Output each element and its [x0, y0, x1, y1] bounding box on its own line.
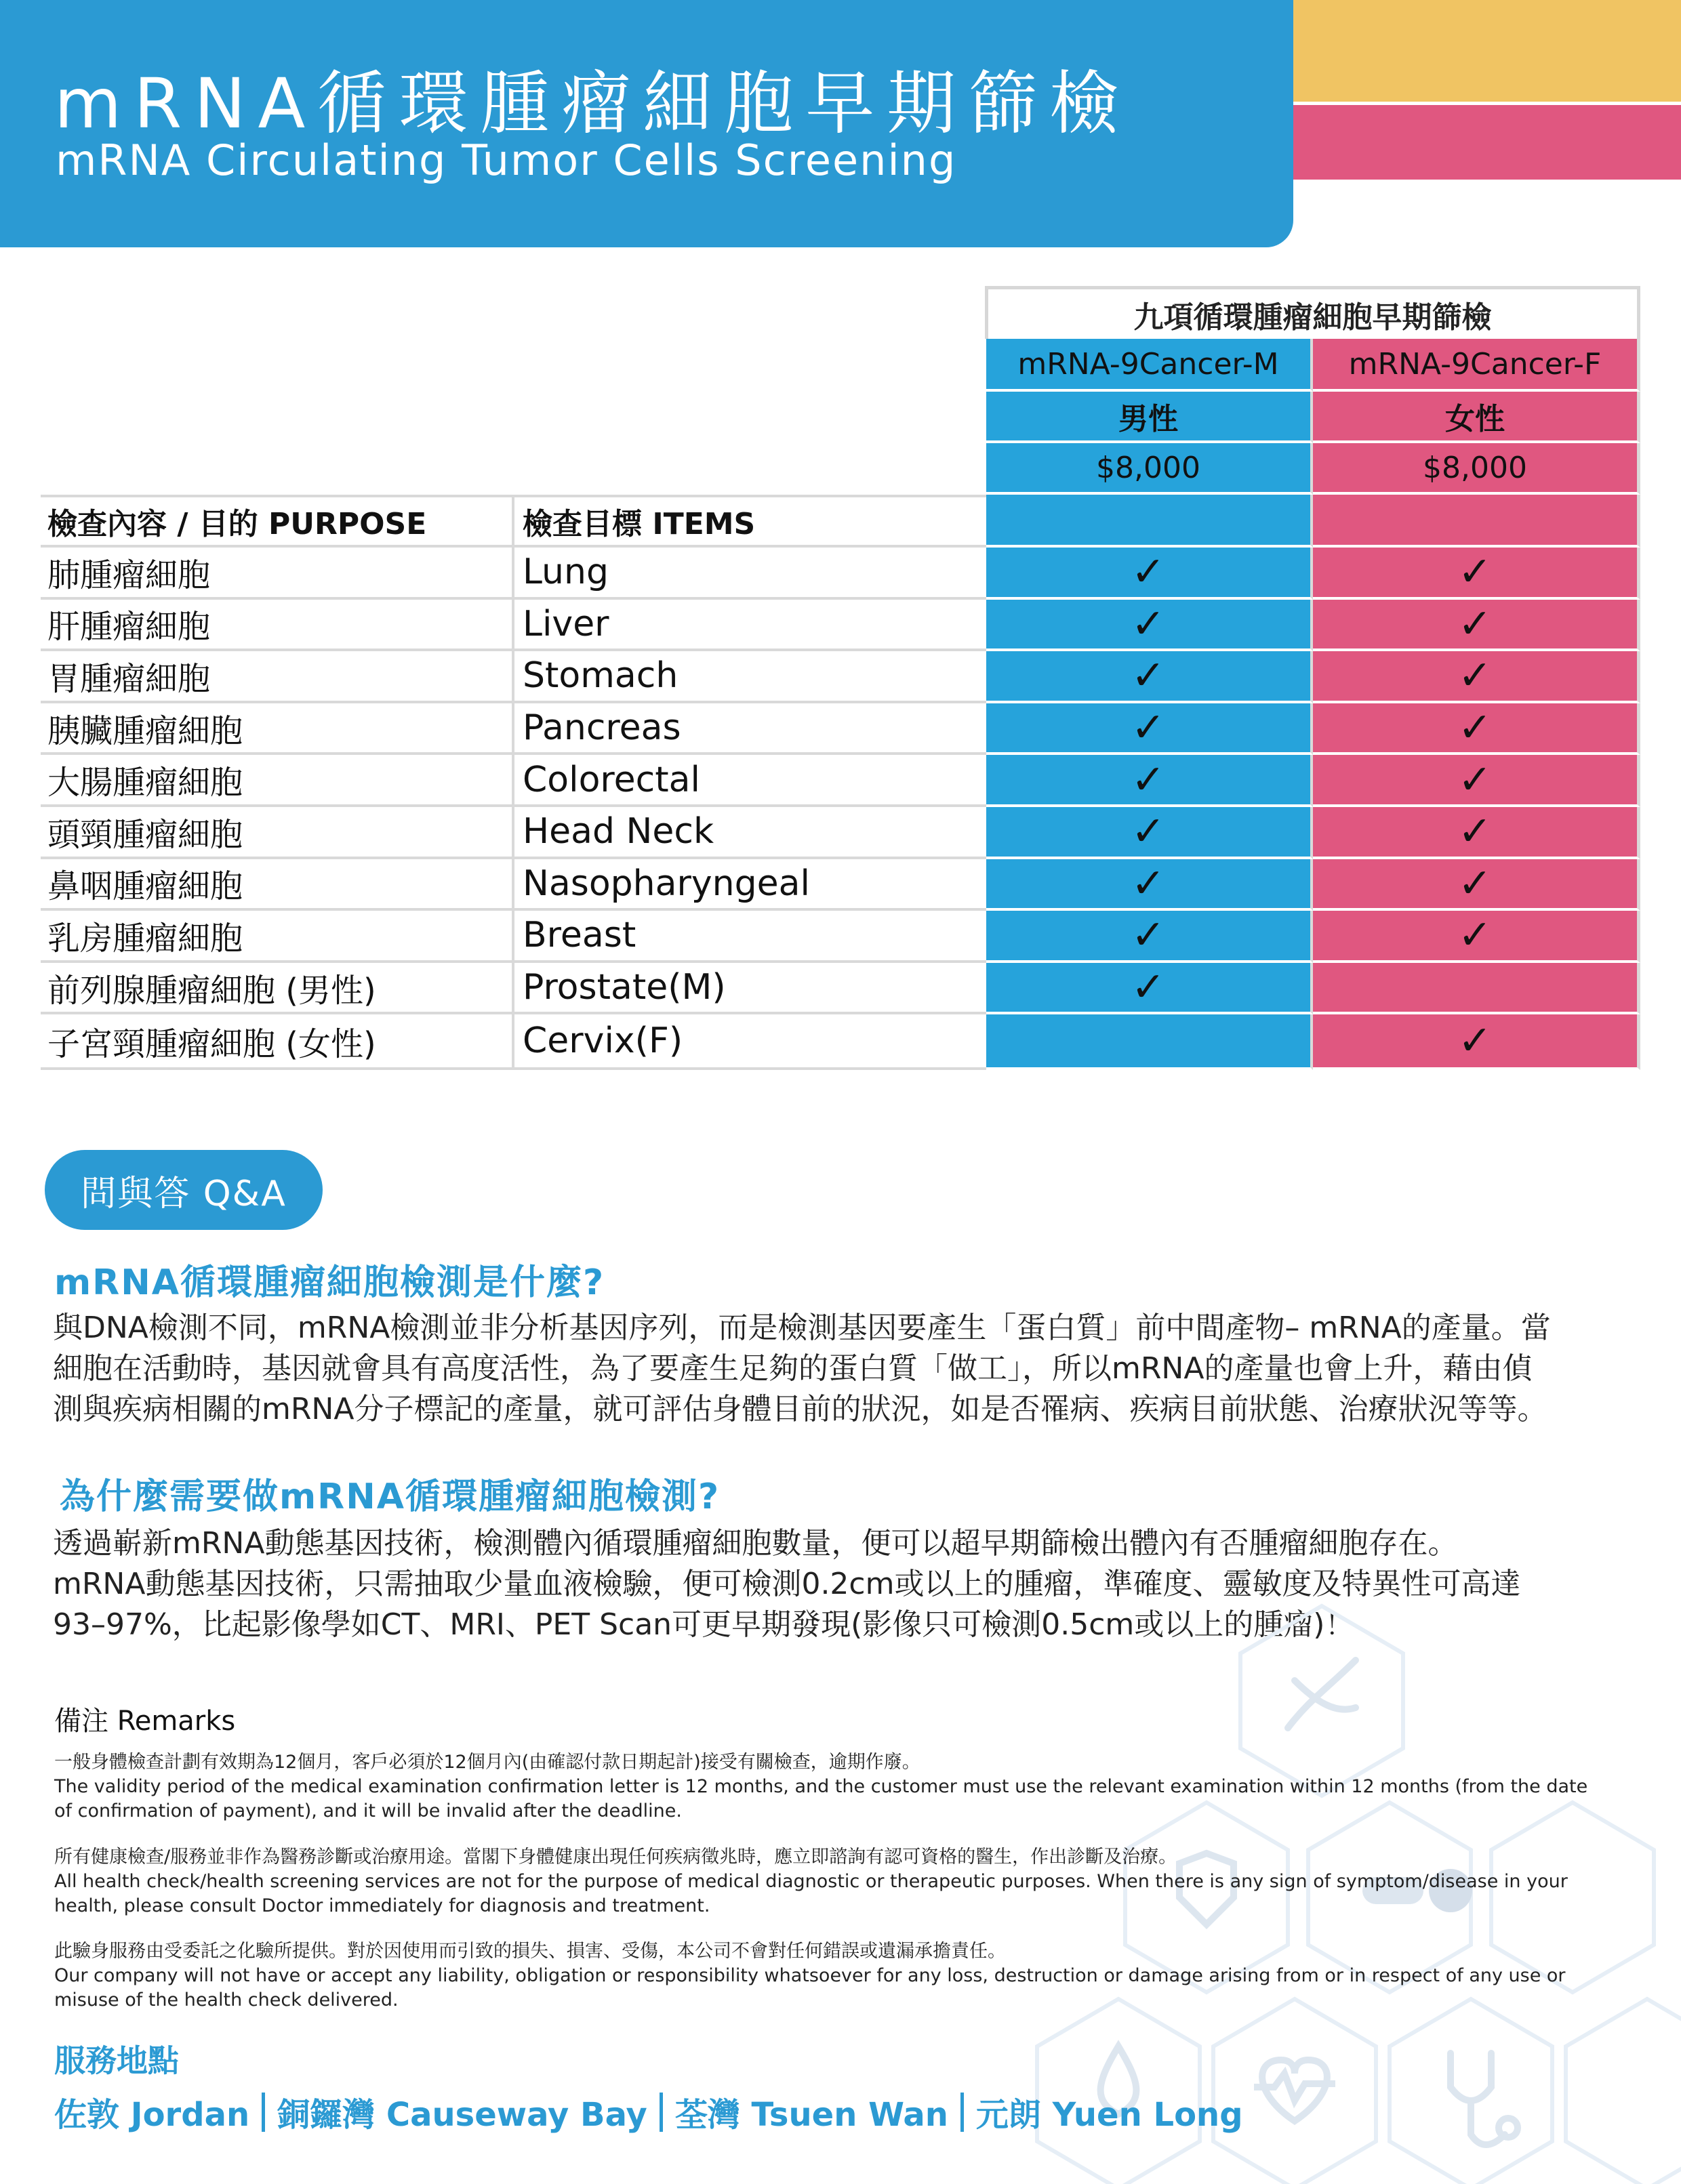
plan-gender-male: 男性 [986, 392, 1313, 443]
plan-price-female: $8,000 [1313, 443, 1640, 495]
remark-item [54, 1750, 1588, 1824]
remark-item [54, 1845, 1568, 1918]
answer-line: 細胞在活動時，基因就會具有高度活性，為了要產生足夠的蛋白質「做工」，所以mRNA的產量也會上升，藉由偵 [53, 1351, 1533, 1386]
row-item: Liver [512, 600, 986, 652]
row-purpose: 胰臟腫瘤細胞 [41, 703, 512, 756]
male-check-icon: ✓ [986, 807, 1313, 859]
decor-band-pink [1293, 105, 1681, 180]
answer-line: 測與疾病相關的mRNA分子標記的產量，就可評估身體目前的狀況，如是否罹病、疾病目前狀態、治療狀況等等。 [53, 1392, 1547, 1426]
remark-en: misuse of the health check delivered. [54, 1990, 399, 2011]
female-check-icon: ✓ [1313, 548, 1640, 600]
page-subtitle: mRNA Circulating Tumor Cells Screening [56, 136, 957, 185]
dna-icon [1288, 1660, 1356, 1728]
remark-en: of confirmation of payment), and it will be invalid after the deadline. [54, 1800, 682, 1821]
decor-band-yellow [1293, 0, 1681, 102]
col-header-items: 檢查目標 ITEMS [512, 495, 986, 548]
location-separator [960, 2093, 964, 2132]
col-header-purpose: 檢查內容 / 目的 PURPOSE [41, 495, 512, 548]
remarks-title: 備注 Remarks [54, 1706, 236, 1737]
location-yuen-long: 元朗 Yuen Long [975, 2096, 1243, 2134]
page-title: mRNA循環腫瘤細胞早期篩檢 [54, 64, 1131, 144]
row-item: Lung [512, 548, 986, 600]
male-check-icon: ✓ [986, 703, 1313, 756]
header-banner [0, 0, 1293, 247]
locations-title: 服務地點 [54, 2042, 179, 2079]
remark-zh: 此驗身服務由受委託之化驗所提供。對於因使用而引致的損失、損害、受傷，本公司不會對任何錯誤或遺漏承擔責任。 [54, 1941, 1006, 1962]
plan-code-female: mRNA-9Cancer-F [1313, 339, 1640, 392]
question-1-title: mRNA循環腫瘤細胞檢測是什麼? [54, 1262, 605, 1303]
row-purpose: 頭頸腫瘤細胞 [41, 807, 512, 859]
female-check-icon: ✓ [1313, 859, 1640, 911]
row-purpose: 鼻咽腫瘤細胞 [41, 859, 512, 911]
male-check-icon: ✓ [986, 911, 1313, 963]
female-empty-cell [1313, 963, 1640, 1015]
female-check-icon: ✓ [1313, 600, 1640, 652]
female-check-icon: ✓ [1313, 651, 1640, 703]
location-causeway-bay: 銅鑼灣 Causeway Bay [277, 2096, 647, 2134]
location-separator [660, 2093, 663, 2132]
male-check-icon: ✓ [986, 600, 1313, 652]
remark-en: The validity period of the medical examination confirmation letter is 12 months, and the customer must use the relevant examination within 12 months (from the date [54, 1776, 1588, 1797]
row-item: Prostate(M) [512, 963, 986, 1015]
male-check-icon: ✓ [986, 755, 1313, 807]
col-header-female-blank [1313, 495, 1640, 548]
package-title: 九項循環腫瘤細胞早期篩檢 [985, 286, 1640, 339]
qa-label: 問與答 Q&A [45, 1150, 323, 1230]
row-purpose: 乳房腫瘤細胞 [41, 911, 512, 963]
question-1-answer [53, 1308, 1625, 1430]
male-check-icon: ✓ [986, 651, 1313, 703]
plan-gender-female: 女性 [1313, 392, 1640, 443]
row-item: Pancreas [512, 703, 986, 756]
remark-zh: 所有健康檢查/服務並非作為醫務診斷或治療用途。當閣下身體健康出現任何疾病徵兆時，應立即諮詢有認可資格的醫生，作出診斷及治療。 [54, 1847, 1177, 1868]
answer-line: 透過嶄新mRNA動態基因技術，檢測體內循環腫瘤細胞數量，便可以超早期篩檢出體內有否腫瘤細胞存在。 [53, 1526, 1458, 1561]
female-check-icon: ✓ [1313, 807, 1640, 859]
row-purpose: 前列腺腫瘤細胞 (男性) [41, 963, 512, 1015]
row-purpose: 子宮頸腫瘤細胞 (女性) [41, 1014, 512, 1070]
stethoscope-icon [1451, 2053, 1518, 2145]
row-item: Nasopharyngeal [512, 859, 986, 911]
remark-en: Our company will not have or accept any liability, obligation or responsibility whatsoever for any loss, destruction or damage arising from or in respect of any use or [54, 1965, 1566, 1986]
answer-line: 與DNA檢測不同，mRNA檢測並非分析基因序列，而是檢測基因要產生「蛋白質」前中間產物– mRNA的產量。當 [53, 1311, 1551, 1345]
female-check-icon: ✓ [1313, 911, 1640, 963]
row-purpose: 大腸腫瘤細胞 [41, 755, 512, 807]
row-purpose: 肝腫瘤細胞 [41, 600, 512, 652]
male-check-icon: ✓ [986, 963, 1313, 1015]
male-check-icon: ✓ [986, 548, 1313, 600]
row-purpose: 肺腫瘤細胞 [41, 548, 512, 600]
heart-pulse-icon [1254, 2060, 1335, 2121]
answer-line: mRNA動態基因技術，只需抽取少量血液檢驗，便可檢測0.2cm或以上的腫瘤，準確度、靈敏度及特異性可高達 [53, 1567, 1521, 1601]
remark-en: All health check/health screening services are not for the purpose of medical diagnostic or therapeutic purposes. When there is any sign of symptom/disease in your [54, 1871, 1568, 1892]
row-item: Head Neck [512, 807, 986, 859]
row-item: Colorectal [512, 755, 986, 807]
locations-list [54, 2088, 1243, 2135]
location-separator [262, 2093, 265, 2132]
female-check-icon: ✓ [1313, 755, 1640, 807]
col-header-male-blank [986, 495, 1313, 548]
location-tsuen-wan: 荃灣 Tsuen Wan [674, 2096, 948, 2134]
plan-price-male: $8,000 [986, 443, 1313, 495]
female-check-icon: ✓ [1313, 1014, 1640, 1070]
answer-line: 93–97%，比起影像學如CT、MRI、PET Scan可更早期發現(影像只可檢測0.5cm或以上的腫瘤)！ [53, 1607, 1355, 1642]
row-item: Breast [512, 911, 986, 963]
male-check-icon: ✓ [986, 859, 1313, 911]
location-jordan: 佐敦 Jordan [54, 2096, 250, 2134]
plan-code-male: mRNA-9Cancer-M [986, 339, 1313, 392]
row-item: Stomach [512, 651, 986, 703]
row-item: Cervix(F) [512, 1014, 986, 1070]
remark-item [54, 1939, 1566, 2013]
row-purpose: 胃腫瘤細胞 [41, 651, 512, 703]
remark-zh: 一般身體檢查計劃有效期為12個月，客戶必須於12個月內(由確認付款日期起計)接受有關檢查，逾期作廢。 [54, 1752, 920, 1773]
remark-en: health, please consult Doctor immediately for diagnosis and treatment. [54, 1895, 710, 1916]
male-empty-cell [986, 1014, 1313, 1070]
question-2-title: 為什麼需要做mRNA循環腫瘤細胞檢測? [60, 1477, 721, 1517]
female-check-icon: ✓ [1313, 703, 1640, 756]
